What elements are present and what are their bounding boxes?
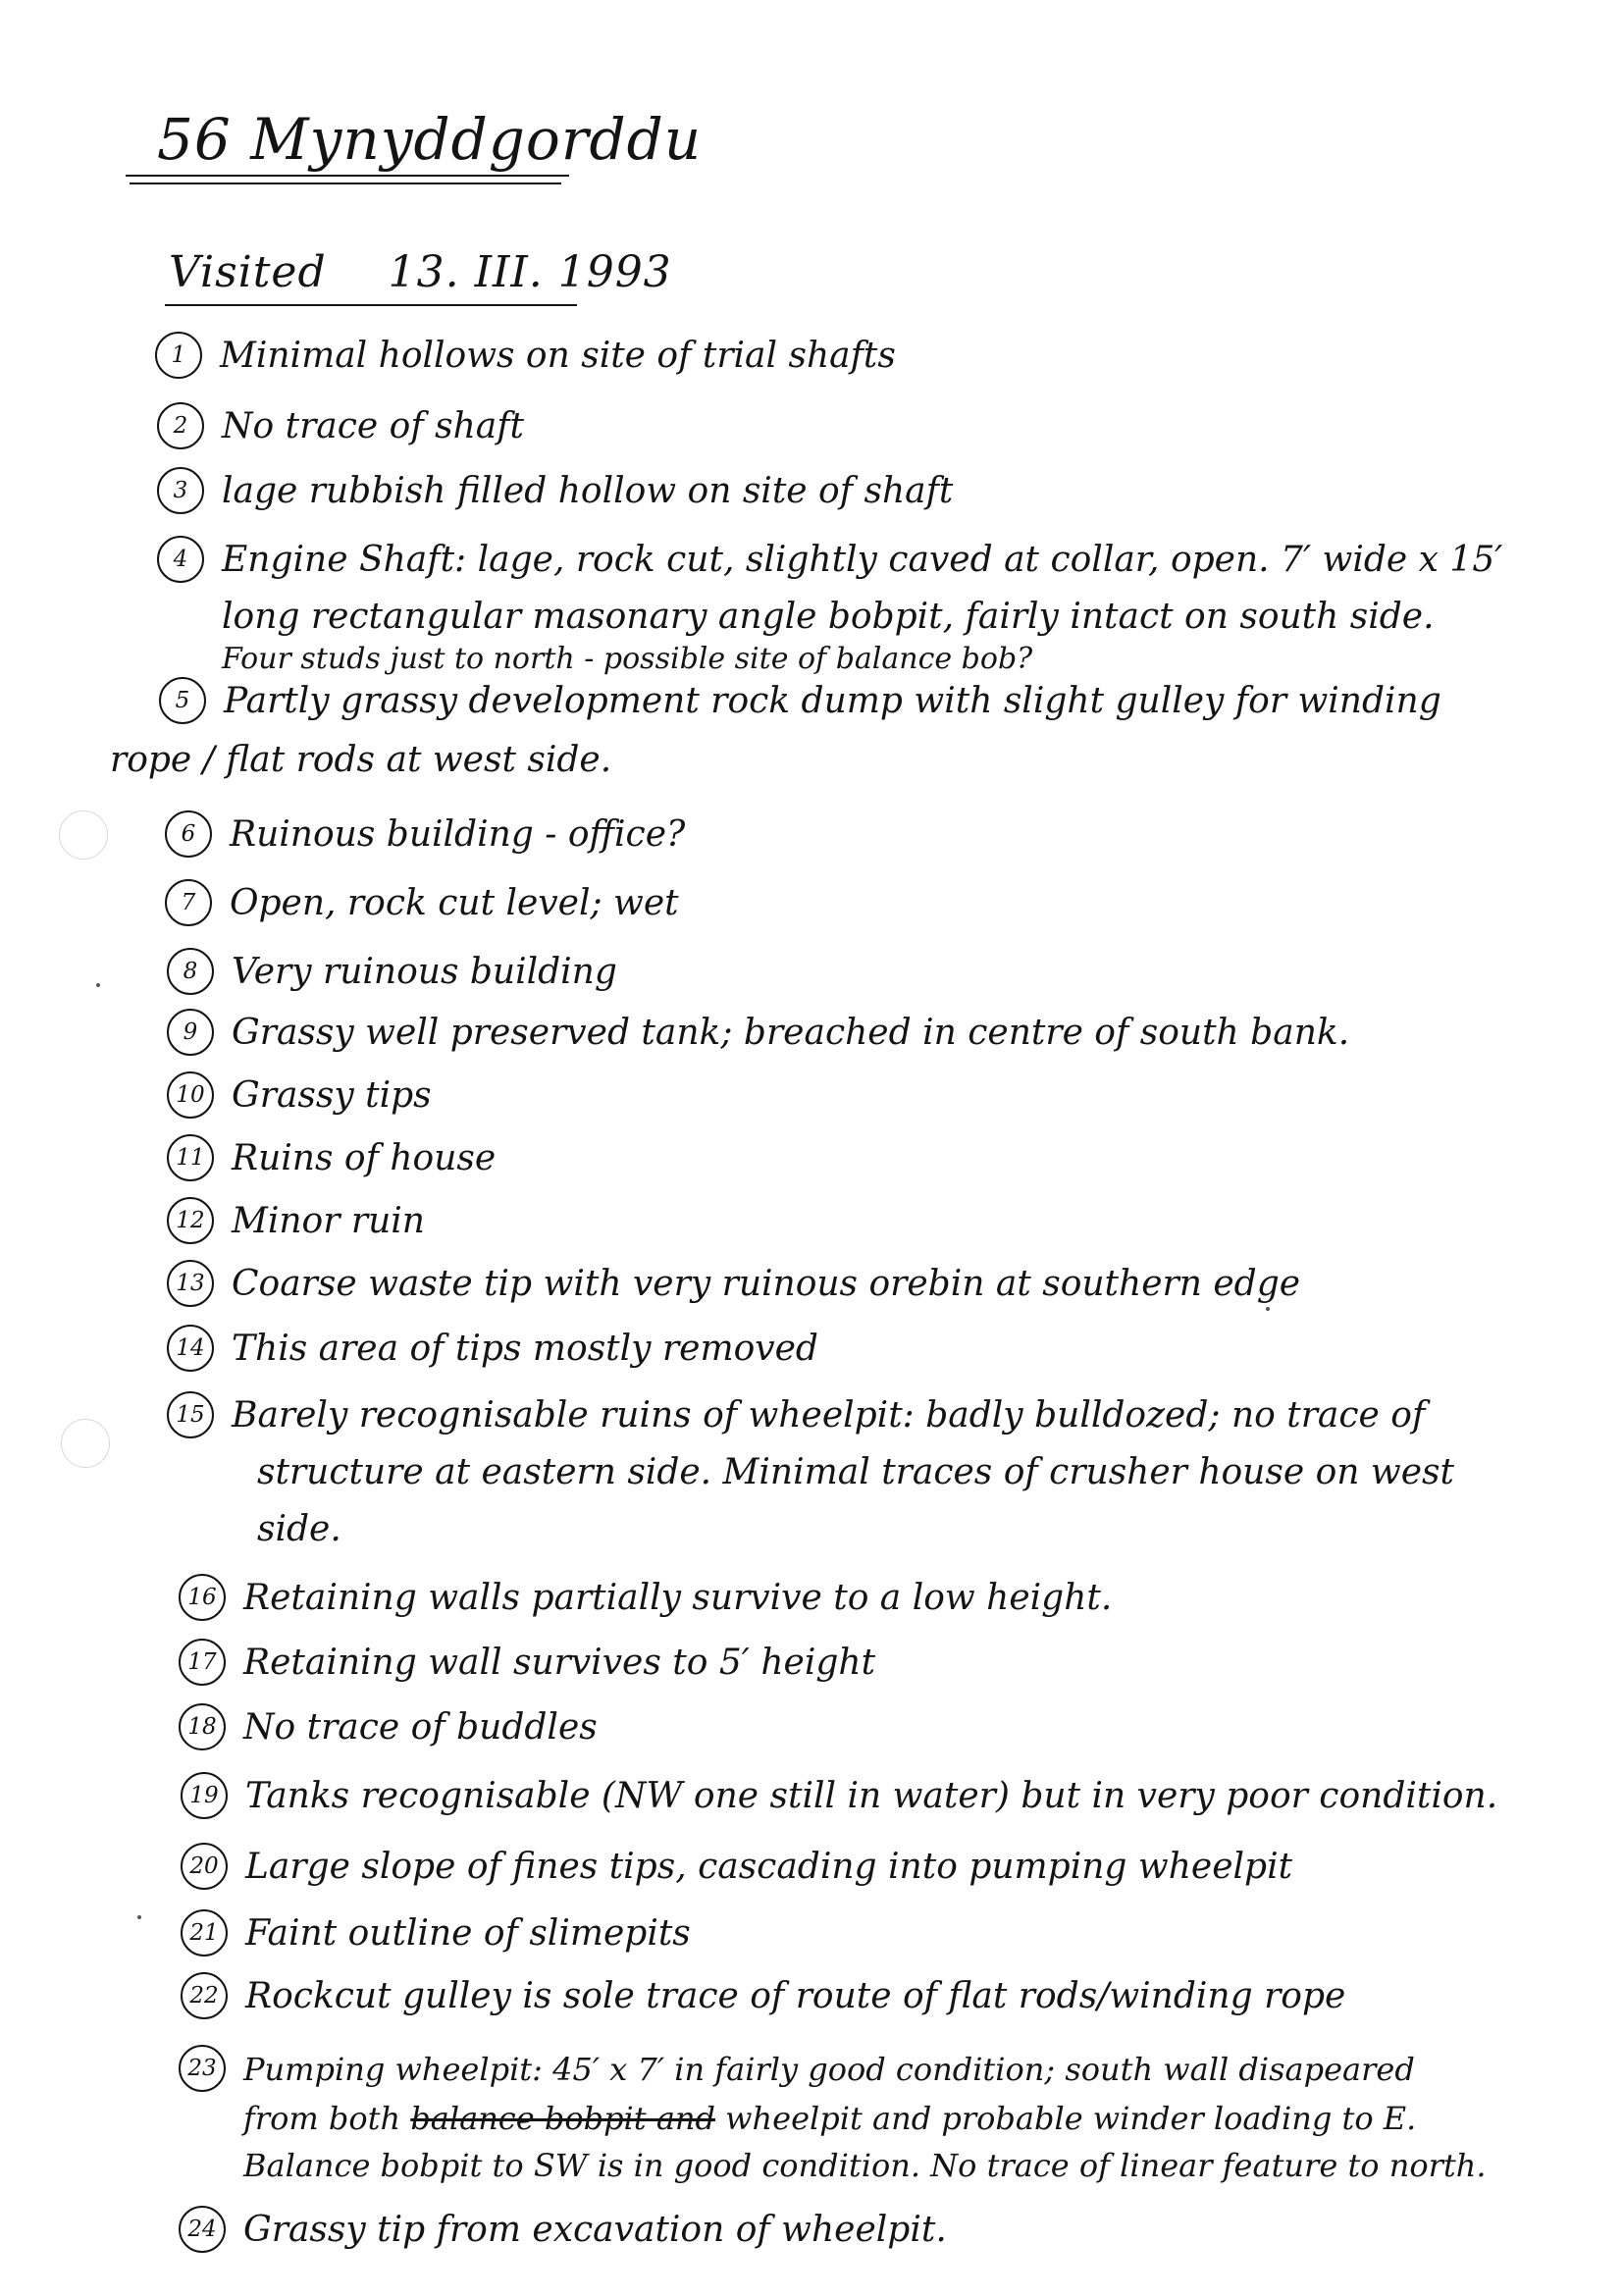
punch-hole	[59, 810, 108, 860]
item-number-circle: 9	[167, 1009, 214, 1056]
item-number-circle: 14	[167, 1325, 214, 1372]
item-text-continuation: rope / flat rods at west side.	[110, 740, 612, 780]
item-number-circle: 23	[179, 2045, 226, 2092]
item-number-circle: 18	[179, 1703, 226, 1750]
item-number-circle: 21	[181, 1909, 228, 1957]
item-text: Large slope of fines tips, cascading into pumping wheelpit	[245, 1847, 1293, 1887]
item-text: No trace of buddles	[243, 1707, 598, 1748]
item-text: lage rubbish filled hollow on site of shaft	[222, 471, 954, 511]
item-text-continuation: Balance bobpit to SW is in good condition. No trace of linear feature to north.	[243, 2147, 1487, 2184]
item-text: Grassy tip from excavation of wheelpit.	[243, 2210, 947, 2250]
item-text: Ruinous building - office?	[230, 814, 686, 855]
item-text: Minor ruin	[232, 1201, 425, 1241]
item-text: Pumping wheelpit: 45′ x 7′ in fairly good condition; south wall disapeared	[243, 2051, 1415, 2088]
item-number-circle: 10	[167, 1071, 214, 1119]
item-text: Faint outline of slimepits	[245, 1913, 691, 1954]
item-text-continuation: long rectangular masonary angle bobpit, fairly intact on south side.	[222, 597, 1435, 637]
item-text-continuation: structure at eastern side. Minimal traces of crusher house on west	[257, 1452, 1454, 1492]
item-text: Retaining wall survives to 5′ height	[243, 1643, 876, 1683]
scan-speck	[137, 1915, 141, 1919]
item-text: Retaining walls partially survive to a low height.	[243, 1578, 1113, 1618]
scan-speck	[96, 983, 100, 987]
item-number-circle: 11	[167, 1134, 214, 1181]
visited-label: Visited	[169, 247, 327, 297]
item-text: Grassy well preserved tank; breached in centre of south bank.	[232, 1013, 1350, 1053]
item-text: Tanks recognisable (NW one still in water) but in very poor condition.	[245, 1776, 1498, 1816]
page-title: 56 Mynyddgorddu	[157, 106, 703, 173]
item-number-circle: 16	[179, 1574, 226, 1621]
visited-date: 13. III. 1993	[388, 247, 672, 297]
item-text: Open, rock cut level; wet	[230, 883, 679, 923]
item-number-circle: 22	[181, 1972, 228, 2019]
item-number-circle: 5	[159, 677, 206, 724]
item-text: Grassy tips	[232, 1075, 432, 1116]
item-text: Engine Shaft: lage, rock cut, slightly caved at collar, open. 7′ wide x 15′	[222, 540, 1503, 580]
item-text: Very ruinous building	[232, 952, 617, 992]
item-text-continuation	[243, 2094, 1416, 2143]
item-text-continuation: side.	[257, 1509, 341, 1549]
item-text: Coarse waste tip with very ruinous orebin at southern edge	[232, 1264, 1301, 1304]
item-number-circle: 6	[165, 810, 212, 858]
item-text: This area of tips mostly removed	[232, 1329, 818, 1369]
item-number-circle: 3	[157, 467, 204, 514]
item-text: Minimal hollows on site of trial shafts	[220, 336, 896, 376]
item-number-circle: 4	[157, 536, 204, 583]
punch-hole	[61, 1419, 110, 1468]
item-number-circle: 12	[167, 1197, 214, 1244]
item-number-circle: 2	[157, 402, 204, 449]
item-number-circle: 1	[155, 332, 202, 379]
scan-speck	[1266, 1307, 1270, 1311]
item-number-circle: 24	[179, 2206, 226, 2253]
visit-line	[169, 247, 672, 297]
item-text-fragment: wheelpit and probable winder loading to E.	[725, 2100, 1417, 2137]
item-text-note: Four studs just to north - possible site of balance bob?	[222, 642, 1033, 676]
item-text-fragment: from both	[243, 2100, 401, 2137]
item-number-circle: 8	[167, 948, 214, 995]
item-text: Ruins of house	[232, 1138, 497, 1178]
item-text: Partly grassy development rock dump with slight gulley for winding	[224, 681, 1441, 721]
item-number-circle: 13	[167, 1260, 214, 1307]
item-text: Rockcut gulley is sole trace of route of flat rods/winding rope	[245, 1976, 1346, 2016]
item-number-circle: 17	[179, 1639, 226, 1686]
title-underline	[126, 175, 569, 177]
title-double-underline	[130, 183, 561, 184]
item-text: Barely recognisable ruins of wheelpit: badly bulldozed; no trace of	[232, 1395, 1426, 1435]
item-number-circle: 15	[167, 1391, 214, 1438]
struck-through-text: balance bobpit and	[410, 2100, 715, 2137]
item-number-circle: 7	[165, 879, 212, 926]
item-text: No trace of shaft	[222, 406, 525, 446]
visit-underline	[165, 304, 577, 306]
item-number-circle: 20	[181, 1843, 228, 1890]
item-number-circle: 19	[181, 1772, 228, 1819]
